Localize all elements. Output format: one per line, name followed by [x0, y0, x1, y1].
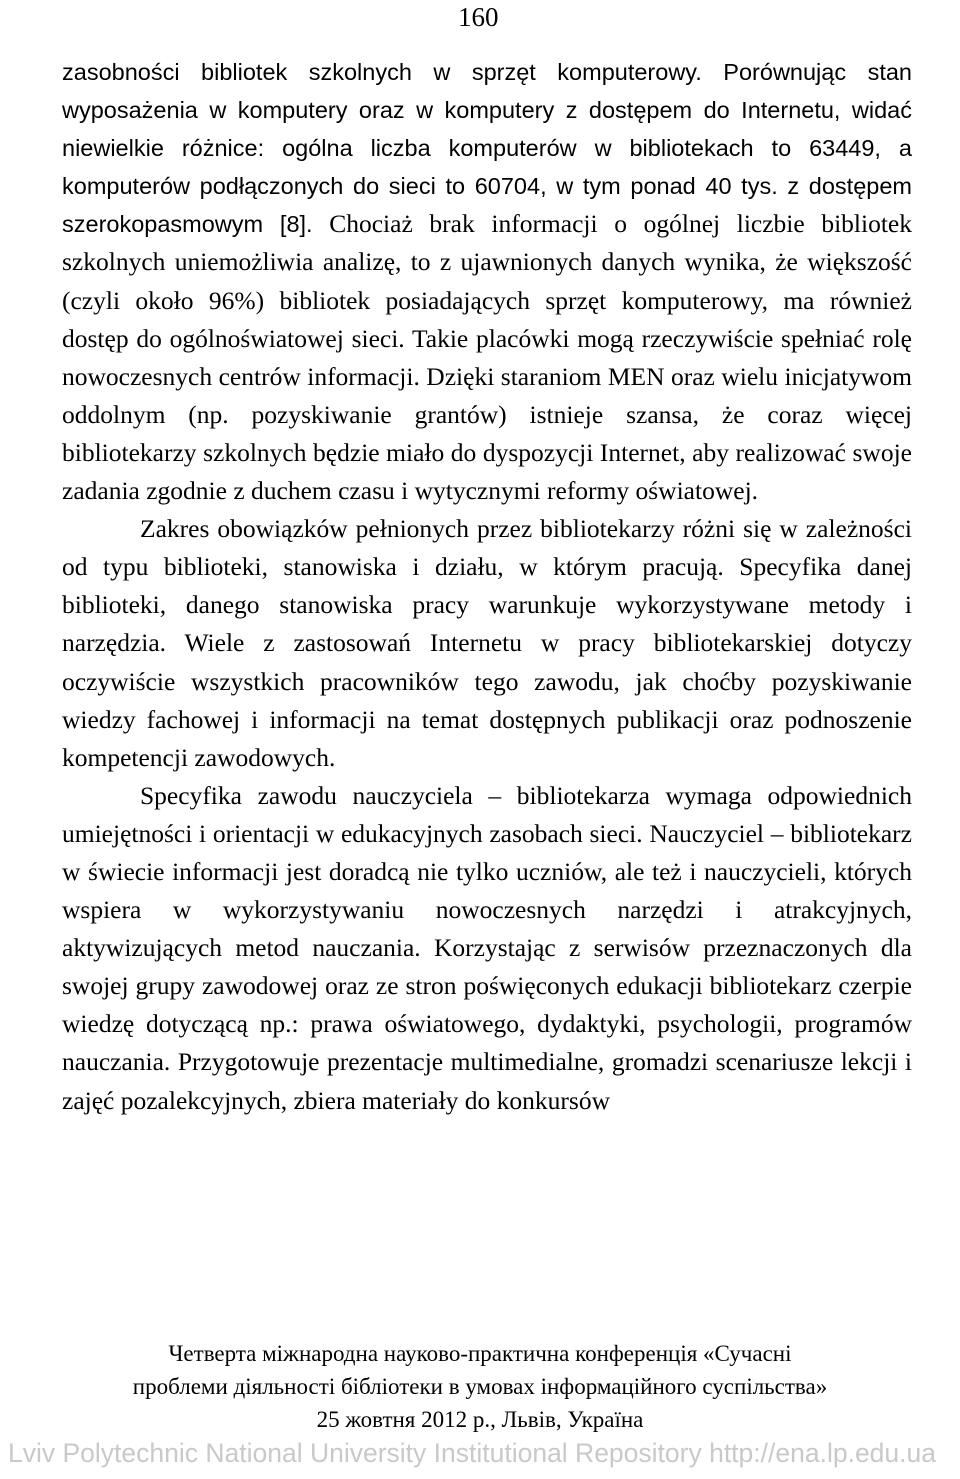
- paragraph-1: [62, 53, 912, 510]
- paragraph-1-serif-run: Chociaż brak informacji o ogólnej liczbie bibliotek szkolnych uniemożliwia analizę, to z ujawnionych danych wynika, że większość (czyli około 96%) bibliotek posiadających sprzęt komputerowy, ma również dostęp do ogólnoświatowej sieci. Takie placówki mogą rzeczywiście spełniać rolę nowoczesnych centrów informacji. Dzięki staraniom MEN oraz wielu inicjatywom oddolnym (np. pozyskiwanie grantów) istnieje szansa, że coraz więcej bibliotekarzy szkolnych będzie miało do dyspozycji Internet, aby realizować swoje zadania zgodnie z duchem czasu i wytycznymi reformy oświatowej.: [62, 209, 912, 506]
- page-number: 160: [458, 2, 499, 32]
- conference-footer: [40, 1337, 920, 1436]
- paragraph-1-sans-run: zasobności bibliotek szkolnych w sprzęt komputerowy. Porównując stan wyposażenia w komputery oraz w komputery z dostępem do Internetu, widać niewielkie różnice: ogólna liczba komputerów w bibliotekach to 63449, a komputerów podłączonych do sieci to 60704, w tym ponad 40 tys. z dostępem szerokopasmowym [8].: [62, 59, 912, 238]
- body-text: [62, 53, 912, 1120]
- conference-footer-line-2: проблеми діяльності бібліотеки в умовах інформаційного суспільства»: [132, 1374, 828, 1399]
- paragraph-3: Specyfika zawodu nauczyciela – bibliotekarza wymaga odpowiednich umiejętności i orientacji w edukacyjnych zasobach sieci. Nauczyciel – bibliotekarz w świecie informacji jest doradcą nie tylko uczniów, ale też i nauczycieli, których wspiera w wykorzystywaniu nowoczesnych narzędzi i atrakcyjnych, aktywizujących metod nauczania. Korzystając z serwisów przeznaczonych dla swojej grupy zawodowej oraz ze stron poświęconych edukacji bibliotekarz czerpie wiedzę dotyczącą np.: prawa oświatowego, dydaktyki, psychologii, programów nauczania. Przygotowuje prezentacje multimedialne, gromadzi scenariusze lekcji i zajęć pozalekcyjnych, zbiera materiały do konkursów: [62, 780, 912, 1115]
- paragraph-2: Zakres obowiązków pełnionych przez bibliotekarzy różni się w zależności od typu biblioteki, stanowiska i działu, w którym pracują. Specyfika danej biblioteki, danego stanowiska pracy warunkuje wykorzystywane metody i narzędzia. Wiele z zastosowań Internetu w pracy bibliotekarskiej dotyczy oczywiście wszystkich pracowników tego zawodu, jak choćby pozyskiwanie wiedzy fachowej i informacji na temat dostępnych publikacji oraz podnoszenie kompetencji zawodowych.: [62, 514, 912, 772]
- repository-watermark: Lviv Polytechnic National University Institutional Repository http://ena.lp.edu.ua: [8, 1438, 936, 1468]
- conference-footer-line-1: Четверта міжнародна науково-практична конференція «Сучасні: [168, 1341, 792, 1366]
- conference-footer-line-3: 25 жовтня 2012 р., Львів, Україна: [316, 1407, 644, 1432]
